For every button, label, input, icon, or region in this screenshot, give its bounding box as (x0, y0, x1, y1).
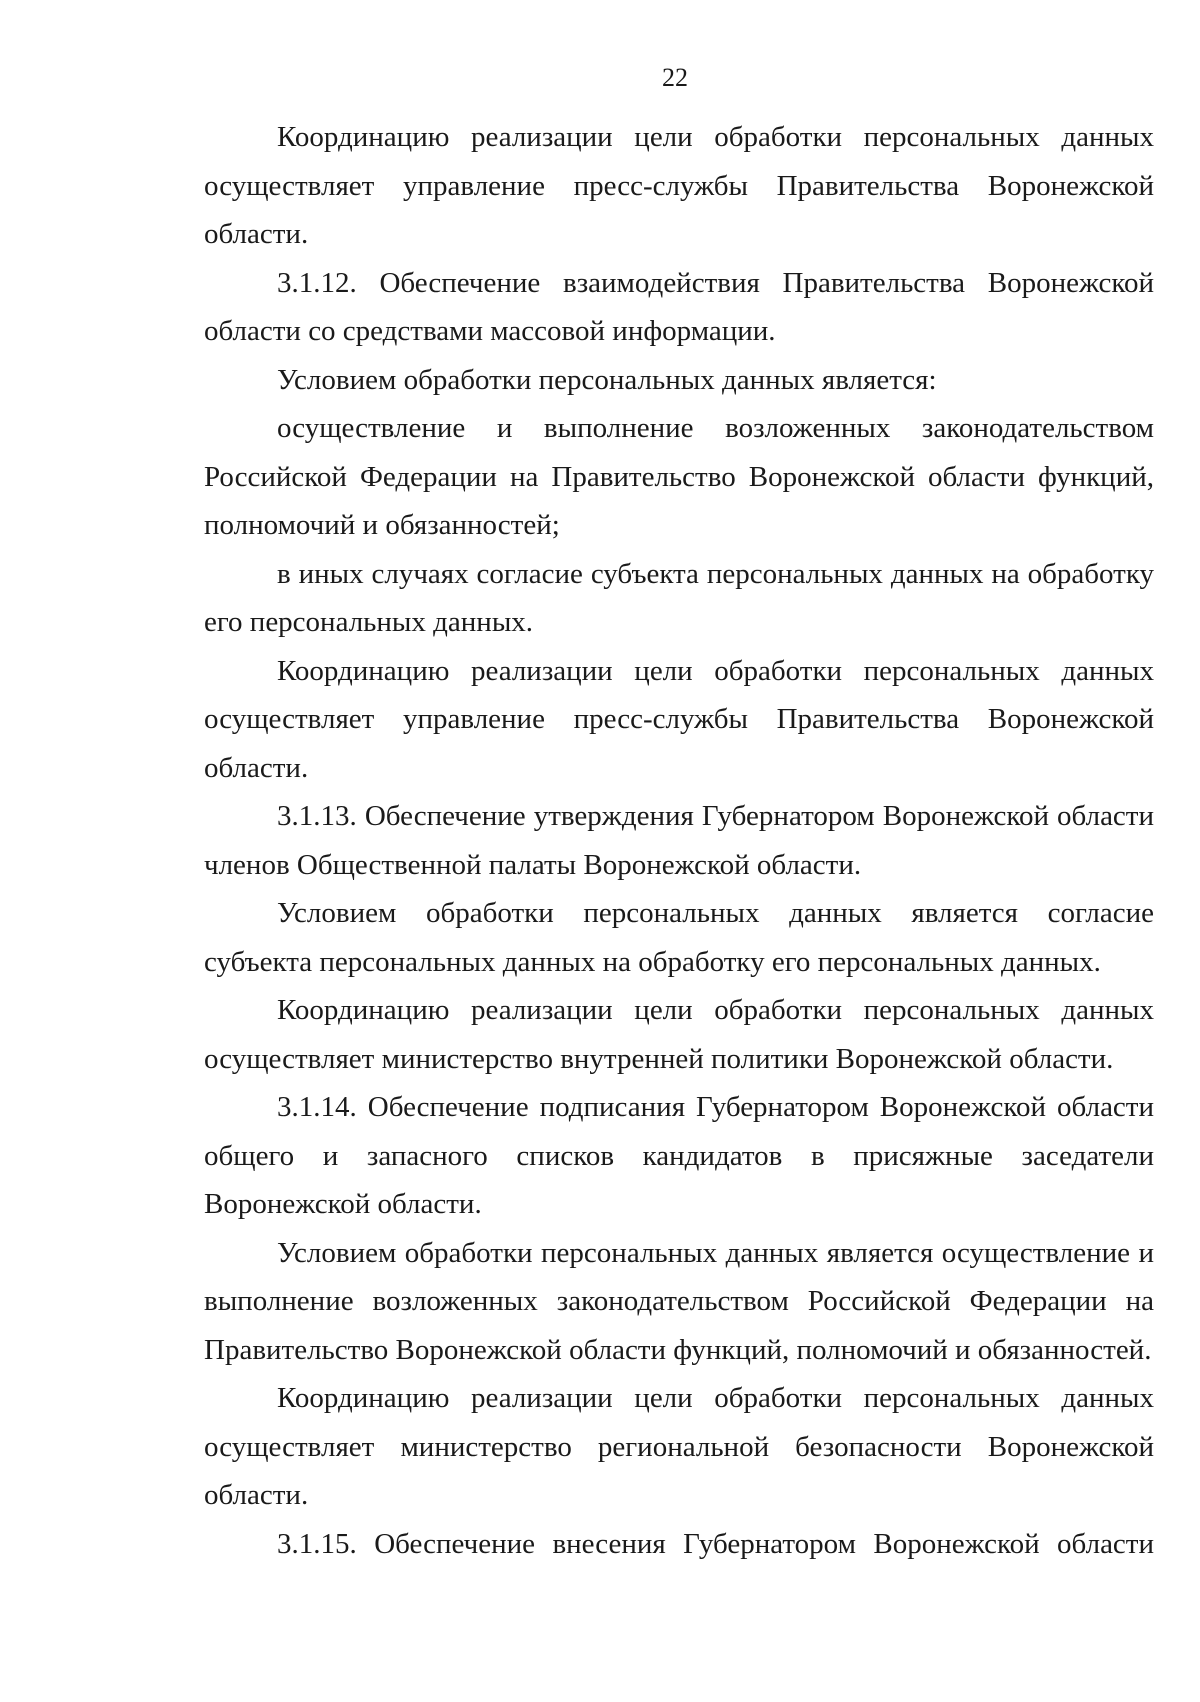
section-heading-3-1-12: 3.1.12. Обеспечение взаимодействия Правительства Воронежской области со средствами массовой информации. (204, 266, 1154, 347)
paragraph: Условием обработки персональных данных является согласие субъекта персональных данных на обработку его персональных данных. (204, 897, 1154, 978)
section-heading-3-1-13: 3.1.13. Обеспечение утверждения Губернатором Воронежской области членов Общественной палаты Воронежской области. (204, 800, 1154, 881)
paragraph: Условием обработки персональных данных является осуществление и выполнение возложенных законодательством Российской Федерации на Правительство Воронежской области функций, полномочий и обязанностей. (204, 1236, 1154, 1366)
page-number: 22 (662, 63, 688, 92)
section-heading-3-1-15: 3.1.15. Обеспечение внесения Губернатором Воронежской области (277, 1527, 1154, 1560)
section-heading-3-1-14: 3.1.14. Обеспечение подписания Губернатором Воронежской области общего и запасного списков кандидатов в присяжные заседатели Воронежской области. (204, 1091, 1154, 1220)
paragraph: Координацию реализации цели обработки персональных данных осуществляет управление пресс-службы Правительства Воронежской области. (204, 654, 1154, 784)
document-body (204, 113, 1154, 1568)
paragraph: Координацию реализации цели обработки персональных данных осуществляет министерство региональной безопасности Воронежской области. (204, 1382, 1154, 1511)
paragraph: Координацию реализации цели обработки персональных данных осуществляет министерство внутренней политики Воронежской области. (204, 994, 1154, 1075)
paragraph: Координацию реализации цели обработки персональных данных осуществляет управление пресс-службы Правительства Воронежской области. (204, 121, 1154, 250)
paragraph: осуществление и выполнение возложенных законодательством Российской Федерации на Правительство Воронежской области функций, полномочий и обязанностей; (204, 412, 1154, 541)
paragraph: Условием обработки персональных данных является: (277, 363, 937, 396)
paragraph: в иных случаях согласие субъекта персональных данных на обработку его персональных данных. (204, 557, 1154, 638)
